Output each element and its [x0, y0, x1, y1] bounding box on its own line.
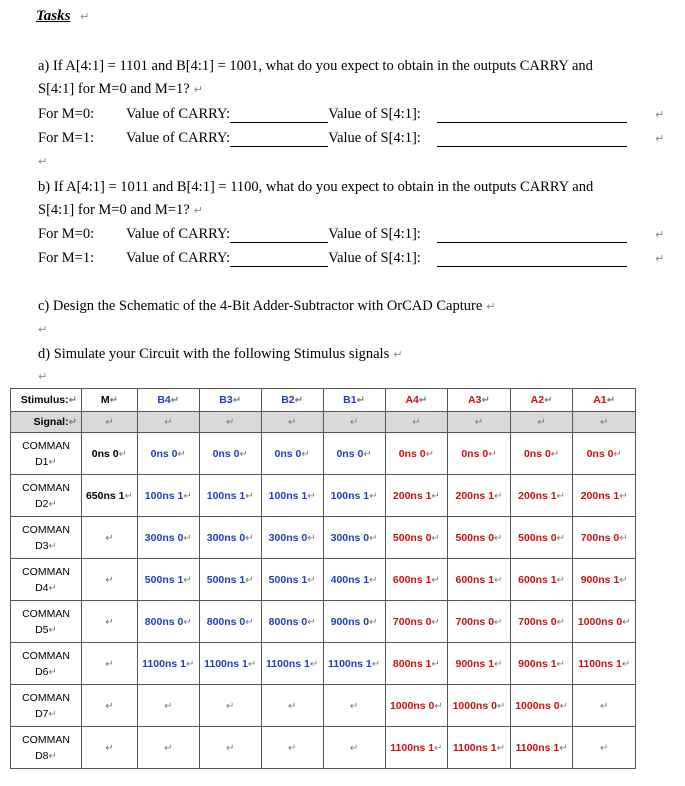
s-answer-field[interactable]	[437, 132, 627, 147]
stimulus-cell-m: ↵	[82, 643, 138, 685]
stimulus-cell-b2: 500ns 1↵	[261, 559, 323, 601]
m0-label: For M=0:	[38, 226, 95, 242]
stimulus-cell-b4: 300ns 0↵	[137, 517, 199, 559]
m1-label: For M=1:	[38, 130, 95, 146]
page-title: Tasks	[36, 8, 71, 24]
stimulus-cell-b3: 500ns 1↵	[199, 559, 261, 601]
stimulus-cell-b4: ↵	[137, 685, 199, 727]
carry-answer-field[interactable]	[230, 252, 328, 267]
stimulus-cell-a3: 200ns 1↵	[448, 475, 511, 517]
command-label: COMMAN D5↵	[11, 601, 82, 643]
signal-cell: ↵	[199, 412, 261, 433]
table-row	[11, 601, 636, 643]
stimulus-cell-b2: 0ns 0↵	[261, 433, 323, 475]
stimulus-cell-a1: 1100ns 1↵	[573, 643, 636, 685]
s-answer-field[interactable]	[437, 108, 627, 123]
stimulus-cell-a2: 1000ns 0↵	[510, 685, 573, 727]
s-answer-field[interactable]	[437, 252, 627, 267]
return-mark: ↵	[655, 252, 665, 265]
stimulus-cell-b3: ↵	[199, 727, 261, 769]
command-label: COMMAN D6↵	[11, 643, 82, 685]
stimulus-cell-b3: 800ns 0↵	[199, 601, 261, 643]
stimulus-cell-b4: 500ns 1↵	[137, 559, 199, 601]
s-label: Value of S[4:1]:	[328, 130, 421, 146]
column-header-b4: B4↵	[137, 389, 199, 412]
table-row	[11, 685, 636, 727]
stimulus-cell-a4: 0ns 0↵	[385, 433, 448, 475]
carry-label: Value of CARRY:	[126, 226, 231, 242]
stimulus-cell-m: ↵	[82, 601, 138, 643]
carry-answer-field[interactable]	[230, 108, 328, 123]
stimulus-cell-a3: 600ns 1↵	[448, 559, 511, 601]
stimulus-cell-b1: ↵	[323, 727, 385, 769]
stimulus-cell-b2: ↵	[261, 727, 323, 769]
task-c-text: c) Design the Schematic of the 4-Bit Adder-Subtractor with OrCAD Capture ↵	[38, 298, 496, 314]
stimulus-cell-a4: 600ns 1↵	[385, 559, 448, 601]
table-row	[11, 559, 636, 601]
stimulus-cell-b3: ↵	[199, 685, 261, 727]
stimulus-cell-a2: 700ns 0↵	[510, 601, 573, 643]
signal-cell: ↵	[385, 412, 448, 433]
carry-label: Value of CARRY:	[126, 250, 231, 266]
return-mark: ↵	[38, 370, 48, 383]
stimulus-cell-a2: 1100ns 1↵	[510, 727, 573, 769]
signal-cell: ↵	[82, 412, 138, 433]
stimulus-cell-b4: ↵	[137, 727, 199, 769]
column-header-a2: A2↵	[510, 389, 573, 412]
stimulus-cell-b4: 800ns 0↵	[137, 601, 199, 643]
stimulus-table	[10, 388, 636, 769]
s-label: Value of S[4:1]:	[328, 106, 421, 122]
command-label: COMMAN D4↵	[11, 559, 82, 601]
stimulus-cell-a3: 900ns 1↵	[448, 643, 511, 685]
return-mark: ↵	[655, 132, 665, 145]
stimulus-cell-a2: 600ns 1↵	[510, 559, 573, 601]
s-label: Value of S[4:1]:	[328, 226, 421, 242]
column-header-a1: A1↵	[573, 389, 636, 412]
s-label: Value of S[4:1]:	[328, 250, 421, 266]
command-label: COMMAN D1↵	[11, 433, 82, 475]
carry-label: Value of CARRY:	[126, 130, 231, 146]
signal-cell: ↵	[448, 412, 511, 433]
stimulus-cell-a3: 0ns 0↵	[448, 433, 511, 475]
stimulus-cell-b1: ↵	[323, 685, 385, 727]
command-label: COMMAN D8↵	[11, 727, 82, 769]
column-header-m: M↵	[82, 389, 138, 412]
stimulus-cell-a1: ↵	[573, 727, 636, 769]
stimulus-cell-a1: 900ns 1↵	[573, 559, 636, 601]
stimulus-cell-b4: 0ns 0↵	[137, 433, 199, 475]
column-header-b3: B3↵	[199, 389, 261, 412]
signal-cell: ↵	[573, 412, 636, 433]
carry-label: Value of CARRY:	[126, 106, 231, 122]
stimulus-header-label: Stimulus:↵	[11, 389, 82, 412]
stimulus-cell-a1: 700ns 0↵	[573, 517, 636, 559]
stimulus-cell-a1: 1000ns 0↵	[573, 601, 636, 643]
column-header-b2: B2↵	[261, 389, 323, 412]
task-a-m1-row	[38, 129, 627, 147]
stimulus-cell-a3: 1000ns 0↵	[448, 685, 511, 727]
stimulus-cell-b3: 300ns 0↵	[199, 517, 261, 559]
return-mark: ↵	[80, 10, 90, 23]
return-mark: ↵	[38, 155, 48, 168]
stimulus-cell-a1: 200ns 1↵	[573, 475, 636, 517]
return-mark: ↵	[38, 323, 48, 336]
task-b-question-line2: S[4:1] for M=0 and M=1? ↵	[38, 202, 203, 218]
stimulus-cell-b1: 1100ns 1↵	[323, 643, 385, 685]
signal-label: Signal:↵	[11, 412, 82, 433]
stimulus-cell-b1: 400ns 1↵	[323, 559, 385, 601]
return-mark: ↵	[655, 228, 665, 241]
stimulus-cell-b2: 800ns 0↵	[261, 601, 323, 643]
column-header-b1: B1↵	[323, 389, 385, 412]
task-a-question-line1: a) If A[4:1] = 1101 and B[4:1] = 1001, what do you expect to obtain in the outputs CARRY and	[38, 58, 593, 74]
task-b-m1-row	[38, 249, 627, 267]
stimulus-cell-a4: 1100ns 1↵	[385, 727, 448, 769]
stimulus-cell-m: ↵	[82, 727, 138, 769]
signal-cell: ↵	[510, 412, 573, 433]
m0-label: For M=0:	[38, 106, 95, 122]
command-label: COMMAN D7↵	[11, 685, 82, 727]
carry-answer-field[interactable]	[230, 228, 328, 243]
stimulus-cell-b2: 1100ns 1↵	[261, 643, 323, 685]
stimulus-cell-a4: 800ns 1↵	[385, 643, 448, 685]
stimulus-cell-a2: 0ns 0↵	[510, 433, 573, 475]
s-answer-field[interactable]	[437, 228, 627, 243]
task-d-text: d) Simulate your Circuit with the following Stimulus signals ↵	[38, 346, 403, 362]
signal-cell: ↵	[323, 412, 385, 433]
task-b-m0-row	[38, 225, 627, 243]
column-header-a4: A4↵	[385, 389, 448, 412]
task-b-question-line1: b) If A[4:1] = 1011 and B[4:1] = 1100, what do you expect to obtain in the outputs CARRY and	[38, 179, 594, 195]
stimulus-cell-a4: 1000ns 0↵	[385, 685, 448, 727]
stimulus-cell-b3: 1100ns 1↵	[199, 643, 261, 685]
command-label: COMMAN D3↵	[11, 517, 82, 559]
table-row	[11, 475, 636, 517]
return-mark: ↵	[655, 108, 665, 121]
column-header-a3: A3↵	[448, 389, 511, 412]
stimulus-cell-b4: 1100ns 1↵	[137, 643, 199, 685]
stimulus-cell-b4: 100ns 1↵	[137, 475, 199, 517]
stimulus-cell-a1: ↵	[573, 685, 636, 727]
stimulus-cell-b3: 100ns 1↵	[199, 475, 261, 517]
stimulus-cell-a4: 500ns 0↵	[385, 517, 448, 559]
stimulus-cell-m: 0ns 0↵	[82, 433, 138, 475]
stimulus-cell-b2: 300ns 0↵	[261, 517, 323, 559]
m1-label: For M=1:	[38, 250, 95, 266]
command-label: COMMAN D2↵	[11, 475, 82, 517]
task-a-m0-row	[38, 105, 627, 123]
table-row	[11, 517, 636, 559]
stimulus-cell-m: ↵	[82, 685, 138, 727]
stimulus-cell-m: ↵	[82, 517, 138, 559]
stimulus-cell-b1: 300ns 0↵	[323, 517, 385, 559]
stimulus-cell-a3: 700ns 0↵	[448, 601, 511, 643]
stimulus-cell-a1: 0ns 0↵	[573, 433, 636, 475]
stimulus-cell-b1: 900ns 0↵	[323, 601, 385, 643]
stimulus-cell-b3: 0ns 0↵	[199, 433, 261, 475]
stimulus-cell-m: 650ns 1↵	[82, 475, 138, 517]
stimulus-cell-m: ↵	[82, 559, 138, 601]
carry-answer-field[interactable]	[230, 132, 328, 147]
stimulus-cell-a4: 200ns 1↵	[385, 475, 448, 517]
stimulus-cell-a2: 200ns 1↵	[510, 475, 573, 517]
stimulus-cell-a2: 500ns 0↵	[510, 517, 573, 559]
stimulus-cell-b2: ↵	[261, 685, 323, 727]
table-row	[11, 433, 636, 475]
stimulus-cell-a4: 700ns 0↵	[385, 601, 448, 643]
signal-cell: ↵	[137, 412, 199, 433]
stimulus-cell-a3: 500ns 0↵	[448, 517, 511, 559]
stimulus-cell-b1: 0ns 0↵	[323, 433, 385, 475]
signal-cell: ↵	[261, 412, 323, 433]
table-row	[11, 727, 636, 769]
task-a-question-line2: S[4:1] for M=0 and M=1? ↵	[38, 81, 203, 97]
stimulus-cell-a3: 1100ns 1↵	[448, 727, 511, 769]
stimulus-cell-b2: 100ns 1↵	[261, 475, 323, 517]
stimulus-cell-a2: 900ns 1↵	[510, 643, 573, 685]
table-row	[11, 643, 636, 685]
stimulus-cell-b1: 100ns 1↵	[323, 475, 385, 517]
